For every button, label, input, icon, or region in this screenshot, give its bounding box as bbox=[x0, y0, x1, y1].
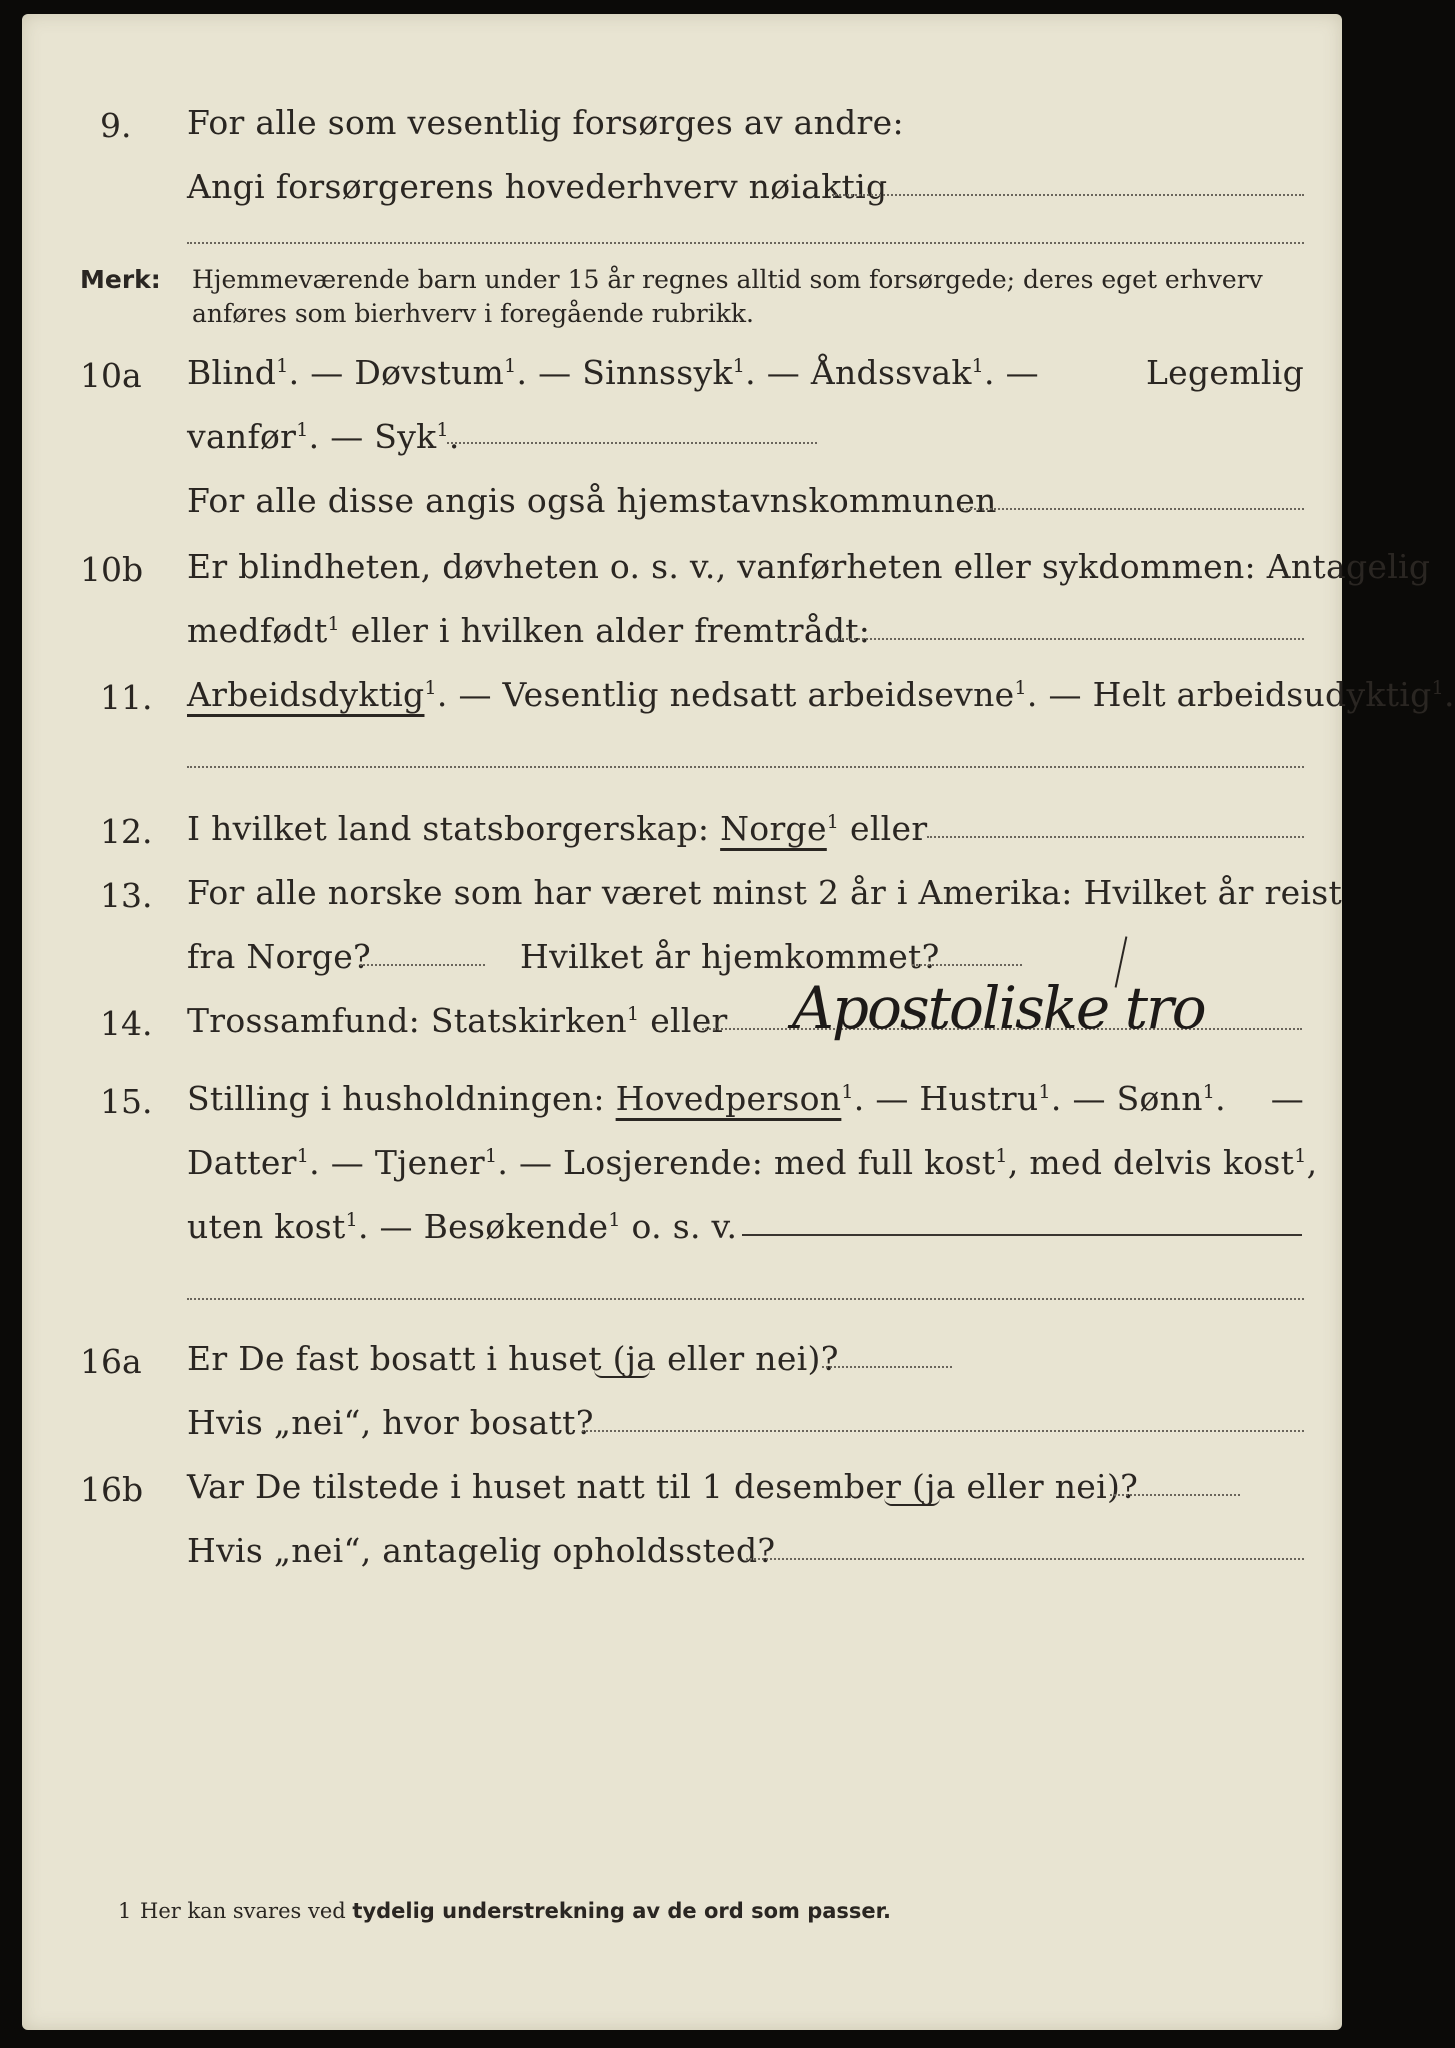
q9-answer-line bbox=[832, 194, 1304, 196]
q11-arbeidsdyktig: Arbeidsdyktig bbox=[187, 675, 425, 714]
merk-line2: anføres som bierhverv i foregående rubrikk. bbox=[192, 299, 754, 328]
q15-osv: o. s. v. bbox=[631, 1207, 738, 1246]
q9-number: 9. bbox=[100, 106, 132, 145]
q10a-blind: Blind bbox=[187, 353, 277, 392]
q13-reist-answer-line bbox=[360, 964, 485, 966]
q15-tjener: — Tjener bbox=[330, 1143, 485, 1182]
q10a-andssvak: Åndssvak bbox=[810, 353, 972, 392]
q16b-ja-underline bbox=[884, 1498, 940, 1506]
q16a-bosatt-answer-line bbox=[582, 1430, 1304, 1432]
q15-line1: Stilling i husholdningen: Hovedperson$^1$. — Hustru$^1$. — Sønn$^1$. — bbox=[187, 1079, 1304, 1118]
q12-norge: Norge bbox=[720, 809, 827, 848]
q16b-line2: Hvis „nei“, antagelig opholdssted? bbox=[187, 1531, 776, 1570]
footnote-mark: 1 bbox=[118, 1899, 132, 1923]
q14-eller: eller bbox=[650, 1001, 728, 1040]
q11-vesentlig: — Vesentlig nedsatt arbeidsevne bbox=[458, 675, 1015, 714]
q10b-line2: medfødt$^1$ eller i hvilken alder fremtrådt: bbox=[187, 611, 871, 650]
q11-helt: — Helt arbeidsudyktig bbox=[1048, 675, 1432, 714]
footnote-text1: Her kan svares ved bbox=[140, 1899, 346, 1923]
q16b-line1 bbox=[187, 1467, 1139, 1506]
q10a-line3: For alle disse angis også hjemstavnskommunen bbox=[187, 481, 997, 520]
q10a-sinnssyk: Sinnssyk bbox=[582, 353, 733, 392]
q10a-number: 10a bbox=[80, 356, 142, 395]
q10a-syk-answer-line bbox=[447, 442, 817, 444]
q14-handwritten-answer: Apostoliske tro bbox=[792, 974, 1205, 1042]
q15-line2: Datter$^1$. — Tjener$^1$. — Losjerende: med full kost$^1$, med delvis kost$^1$, bbox=[187, 1143, 1318, 1182]
q12-eller: eller bbox=[849, 809, 928, 848]
q13-line1: For alle norske som har været minst 2 år i Amerika: Hvilket år reist bbox=[187, 873, 1343, 912]
q10a-legemlig: Legemlig bbox=[1145, 353, 1304, 392]
q11-line: Arbeidsdyktig$^1$. — Vesentlig nedsatt arbeidsevne$^1$. — Helt arbeidsudyktig$^1$. bbox=[187, 675, 1455, 714]
merk-line1: Hjemmeværende barn under 15 år regnes alltid som forsørgede; deres eget erhverv bbox=[192, 265, 1263, 294]
q16a-ja-eller-nei: (ja eller nei)? bbox=[612, 1339, 839, 1378]
q12-answer-line bbox=[927, 836, 1304, 838]
q15-line3: uten kost$^1$. — Besøkende$^1$ o. s. v. bbox=[187, 1207, 738, 1246]
q16a-prefix: Er De fast bosatt i huset bbox=[187, 1339, 602, 1378]
q13-hjemkommet-answer-line bbox=[912, 964, 1022, 966]
q10a-line1: Blind$^1$. — Døvstum$^1$. — Sinnssyk$^1$. — Åndssvak$^1$. — Legemlig bbox=[187, 353, 1304, 392]
q16a-ja-underline bbox=[594, 1370, 650, 1378]
q15-losjerende: — Losjerende: med full kost bbox=[518, 1143, 996, 1182]
q16b-opholdssted-answer-line bbox=[746, 1558, 1304, 1560]
q15-hustru: — Hustru bbox=[875, 1079, 1039, 1118]
q15-besokende: — Besøkende bbox=[379, 1207, 609, 1246]
q13-number: 13. bbox=[100, 876, 153, 915]
q13-line2b: Hvilket år hjemkommet? bbox=[520, 937, 940, 976]
q15-answer-line bbox=[742, 1234, 1302, 1236]
q16a-line1 bbox=[187, 1339, 839, 1378]
q15-number: 15. bbox=[100, 1082, 153, 1121]
q15-stilling: Stilling i husholdningen: bbox=[187, 1079, 605, 1118]
q10b-number: 10b bbox=[80, 550, 144, 589]
footnote-text2: tydelig understrekning av de ord som passer. bbox=[352, 1899, 892, 1923]
q10a-vanfor: vanfør bbox=[187, 417, 297, 456]
q15-dash: — bbox=[1270, 1079, 1304, 1118]
q11-extra-line bbox=[187, 766, 1304, 768]
q12-line: I hvilket land statsborgerskap: Norge$^1$ eller bbox=[187, 809, 928, 848]
q10a-kommune-answer-line bbox=[962, 508, 1304, 510]
q10b-answer-line bbox=[830, 638, 1304, 640]
q15-sonn: — Sønn bbox=[1072, 1079, 1203, 1118]
q14-number: 14. bbox=[100, 1004, 153, 1043]
q9-line1: For alle som vesentlig forsørges av andre: bbox=[187, 103, 904, 142]
q9-line2: Angi forsørgerens hovederhverv nøiaktig bbox=[187, 167, 888, 206]
merk-label: Merk: bbox=[80, 265, 161, 294]
q10b-medfodt: medfødt bbox=[187, 611, 328, 650]
q16a-number: 16a bbox=[80, 1342, 142, 1381]
census-form-page bbox=[22, 14, 1455, 2030]
q10a-dovstum: Døvstum bbox=[354, 353, 505, 392]
q9-extra-line bbox=[187, 242, 1304, 244]
q15-delvis: , med delvis kost bbox=[1007, 1143, 1295, 1182]
q16b-prefix: Var De tilstede i huset natt til 1 desember bbox=[187, 1467, 902, 1506]
q15-extra-line bbox=[187, 1298, 1304, 1300]
q16a-line2: Hvis „nei“, hvor bosatt? bbox=[187, 1403, 594, 1442]
q10a-line2: vanfør$^1$. — Syk$^1$. bbox=[187, 417, 460, 456]
q15-uten: uten kost bbox=[187, 1207, 346, 1246]
q16b-answer-line bbox=[1110, 1494, 1240, 1496]
q13-line2a: fra Norge? bbox=[187, 937, 372, 976]
merk-note bbox=[80, 264, 161, 295]
q10b-line1: Er blindheten, døvheten o. s. v., vanførheten eller sykdommen: Antagelig bbox=[187, 547, 1431, 586]
q10a-syk: Syk bbox=[374, 417, 437, 456]
q10b-alder: eller i hvilken alder fremtrådt: bbox=[350, 611, 871, 650]
q11-number: 11. bbox=[100, 678, 153, 717]
q16a-answer-line bbox=[822, 1366, 952, 1368]
footnote bbox=[140, 1899, 891, 1923]
q15-hovedperson: Hovedperson bbox=[615, 1079, 842, 1118]
q12-prefix: I hvilket land statsborgerskap: bbox=[187, 809, 710, 848]
q12-number: 12. bbox=[100, 812, 153, 851]
q14-line: Trossamfund: Statskirken$^1$ eller bbox=[187, 1001, 728, 1040]
q15-datter: Datter bbox=[187, 1143, 297, 1182]
q16b-ja-eller-nei: (ja eller nei)? bbox=[912, 1467, 1139, 1506]
q14-prefix: Trossamfund: Statskirken bbox=[187, 1001, 627, 1040]
q16b-number: 16b bbox=[80, 1470, 144, 1509]
